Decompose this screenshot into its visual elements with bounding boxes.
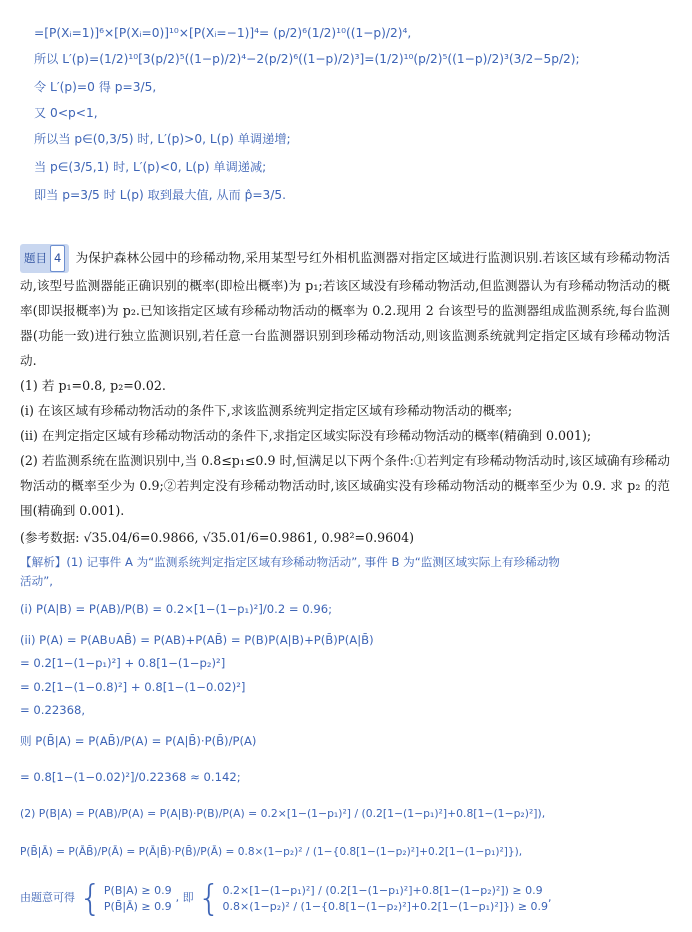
problem-stem	[20, 244, 670, 373]
analysis-step: 则 P(B̄|A) = P(AB̄)/P(A) = P(A|B̄)·P(B̄)/P(A)	[20, 734, 257, 749]
analysis-head: 【解析】(1) 记事件 A 为“监测系统判定指定区域有珍稀动物活动”, 事件 B 为“监测区域实际上有珍稀动物	[20, 555, 560, 569]
analysis-head-cont: 活动”,	[20, 574, 53, 589]
left-brace: {	[79, 877, 102, 919]
solution-line: 所以当 p∈(0,3/5) 时, L′(p)>0, L(p) 单调递增;	[34, 132, 291, 147]
problem-tag-label: 题目	[24, 251, 47, 265]
reference-data: (参考数据: √35.04/6=0.9866, √35.01/6=0.9861, 0.98²=0.9604)	[20, 530, 415, 545]
system-end: ,	[548, 891, 552, 905]
analysis-step: (2) P(B|A) = P(AB)/P(A) = P(A|B)·P(B)/P(A) = 0.2×[1−(1−p₁)²] / (0.2[1−(1−p₁)²]+0.8[1−(1−p₂)²]),	[20, 806, 546, 820]
system-brace-expanded	[197, 877, 549, 919]
solution-line	[34, 26, 670, 40]
question-2: (2) 若监测系统在监测识别中,当 0.8≤p₁≤0.9 时,恒满足以下两个条件:①若判定有珍稀动物活动时,该区域确有珍稀动物活动的概率至少为 0.9;②若判定没有珍稀动物活动时,该区域确实没有珍稀动物活动的概率至少为 0.9. 求 p₂ 的范围(精确到 0.001).	[20, 453, 670, 518]
left-brace: {	[197, 877, 221, 919]
analysis-step: = 0.8[1−(1−0.02)²]/0.22368 ≈ 0.142;	[20, 769, 241, 784]
analysis-step: = 0.2[1−(1−p₁)²] + 0.8[1−(1−p₂)²]	[20, 656, 226, 671]
problem-tag	[20, 244, 69, 273]
analysis-step: (ii) P(A) = P(AB∪AB̄) = P(AB)+P(AB̄) = P(B)P(A|B)+P(B̄)P(A|B̄)	[20, 632, 374, 647]
question-1: (1) 若 p₁=0.8, p₂=0.02.	[20, 378, 166, 393]
problem-text: 为保护森林公园中的珍稀动物,采用某型号红外相机监测器对指定区域进行监测识别.若该区域有珍稀动物活动,该型号监测器能正确识别的概率(即检出概率)为 p₁;若该区域没有珍稀动物活动,但监测器认为有珍稀动物活动的概率(即误报概率)为 p₂.已知该指定区域有珍稀动物活动的概率为 0.2.现用 2 台该型号的监测器组成监测系统,每台监测器(功能一致)进行独立监测识别,若任意一台监测器识别到珍稀动物活动,则该监测系统就判定指定区域有珍稀动物活动.	[20, 250, 670, 368]
problem-block	[20, 244, 670, 550]
analysis-step: = 0.22368,	[20, 702, 86, 717]
system-connector: , 即	[175, 891, 194, 905]
solution-text: =[P(Xᵢ=1)]⁶×[P(Xᵢ=0)]¹⁰×[P(Xᵢ=−1)]⁴=	[34, 26, 270, 40]
system-rows-expanded	[223, 881, 549, 917]
question-1-ii: (ii) 在判定指定区域有珍稀动物活动的条件下,求指定区域实际没有珍稀动物活动的概率(精确到 0.001);	[20, 428, 592, 443]
condition-1: P(B|A) ≥ 0.9	[103, 883, 172, 897]
solution-line: 当 p∈(3/5,1) 时, L′(p)<0, L(p) 单调递减;	[34, 160, 267, 175]
analysis-block	[20, 556, 670, 917]
problem-number: 4	[50, 245, 65, 272]
solution-line: 又 0<p<1,	[34, 106, 98, 121]
analysis-step-system	[20, 877, 670, 919]
analysis-step: (i) P(A|B) = P(AB)/P(B) = 0.2×[1−(1−p₁)²]/0.2 = 0.96;	[20, 601, 333, 616]
solution-line: 即当 p=3/5 时 L(p) 取到最大值, 从而 p̂=3/5.	[34, 188, 287, 203]
analysis-step: P(B̄|Ā) = P(ĀB̄)/P(Ā) = P(Ā|B̄)·P(B̄)/P(Ā) = 0.8×(1−p₂)² / (1−{0.8[1−(1−p₂)²]+0.2[1−(1−p₁)²]}),	[20, 846, 523, 859]
previous-solution	[34, 26, 670, 244]
condition-1-expanded: 0.2×[1−(1−p₁)²] / (0.2[1−(1−p₁)²]+0.8[1−(1−p₂)²]) ≥ 0.9	[222, 883, 543, 897]
system-rows	[104, 881, 172, 917]
condition-2: P(B̄|Ā) ≥ 0.9	[103, 899, 172, 913]
solution-line: 所以 L′(p)=(1/2)¹⁰[3(p/2)⁵((1−p)/2)⁴−2(p/2)⁶((1−p)/2)³]=(1/2)¹⁰(p/2)⁵((1−p)/2)³(3/2−5p/2);	[34, 52, 580, 67]
solution-line: 令 L′(p)=0 得 p=3/5,	[34, 80, 157, 95]
system-intro: 由题意可得	[20, 891, 75, 905]
analysis-step: = 0.2[1−(1−0.8)²] + 0.8[1−(1−0.02)²]	[20, 679, 246, 694]
condition-2-expanded: 0.8×(1−p₂)² / (1−{0.8[1−(1−p₂)²]+0.2[1−(1−p₁)²]}) ≥ 0.9	[222, 899, 549, 913]
solution-text: (p/2)⁶(1/2)¹⁰((1−p)/2)⁴,	[273, 26, 412, 40]
system-brace	[79, 877, 172, 919]
question-1-i: (i) 在该区域有珍稀动物活动的条件下,求该监测系统判定指定区域有珍稀动物活动的概率;	[20, 403, 513, 418]
